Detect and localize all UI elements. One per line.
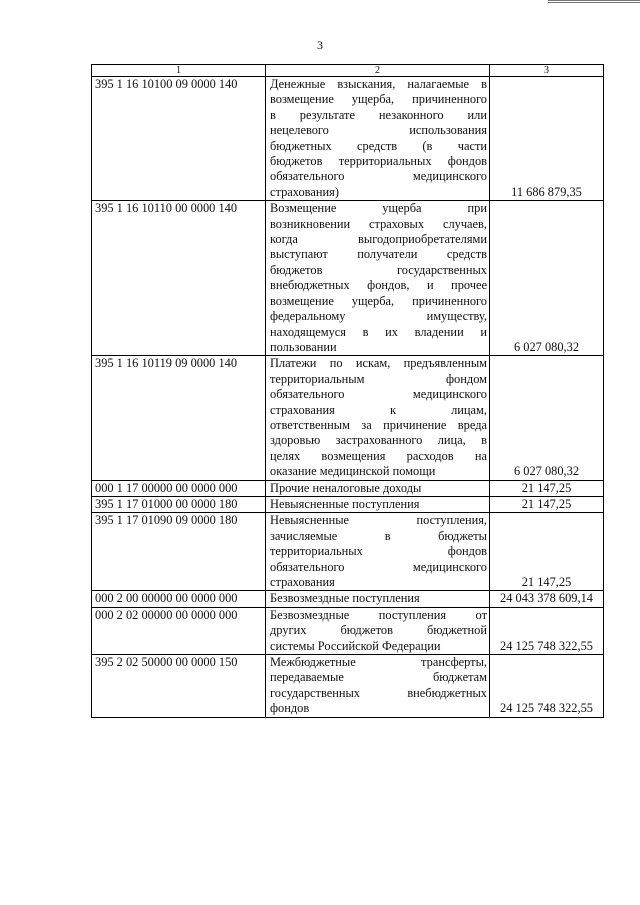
budget-code-cell: 395 1 16 10110 00 0000 140 <box>92 201 266 356</box>
description-line: других бюджетов бюджетной <box>270 623 487 638</box>
description-line: Денежные взыскания, налагаемые в <box>270 77 487 91</box>
description-line: фондов <box>270 701 310 716</box>
description-cell <box>266 480 490 496</box>
description-line: Безвозмездные поступления от <box>270 607 487 622</box>
amount-cell: 24 043 378 609,14 <box>490 591 604 607</box>
description-line: когда выгодоприобретателями <box>270 232 487 247</box>
description-line: страхования) <box>270 184 339 199</box>
description-line: бюджетов территориальных фондов <box>270 154 487 169</box>
description-line: целях возмещения расходов на <box>270 448 487 463</box>
description-line: возникновении страховых случаев, <box>270 216 487 231</box>
description-line: территориальных фондов <box>270 544 487 559</box>
description-line: страхования к лицам, <box>270 402 487 417</box>
description-cell <box>266 591 490 607</box>
description-cell <box>266 607 490 654</box>
amount-cell: 24 125 748 322,55 <box>490 655 604 718</box>
budget-code-cell: 395 1 16 10100 09 0000 140 <box>92 77 266 201</box>
budget-code-cell: 395 1 17 01090 09 0000 180 <box>92 513 266 591</box>
scan-corner-mark <box>548 0 640 3</box>
budget-code-cell: 000 2 00 00000 00 0000 000 <box>92 591 266 607</box>
description-line: Межбюджетные трансферты, <box>270 655 487 670</box>
description-line: пользовании <box>270 339 337 354</box>
description-line: Возмещение ущерба при <box>270 201 487 216</box>
description-line: возмещение ущерба, причиненного <box>270 92 487 107</box>
amount-cell: 24 125 748 322,55 <box>490 607 604 654</box>
description-cell <box>266 496 490 512</box>
description-cell <box>266 201 490 356</box>
column-header-code: 1 <box>92 65 266 77</box>
table-row <box>92 513 604 591</box>
description-cell <box>266 655 490 718</box>
budget-code-cell: 395 1 17 01000 00 0000 180 <box>92 496 266 512</box>
column-header-description: 2 <box>266 65 490 77</box>
table-row <box>92 356 604 480</box>
budget-code-cell: 000 1 17 00000 00 0000 000 <box>92 480 266 496</box>
description-line: бюджетных средств (в части <box>270 138 487 153</box>
description-line: зачисляемые в бюджеты <box>270 528 487 543</box>
amount-cell: 21 147,25 <box>490 496 604 512</box>
table-header-row <box>92 65 604 77</box>
column-header-amount: 3 <box>490 65 604 77</box>
description-line: обязательного медицинского <box>270 387 487 402</box>
amount-cell: 21 147,25 <box>490 480 604 496</box>
description-line: обязательного медицинского <box>270 169 487 184</box>
table-row <box>92 480 604 496</box>
budget-revenue-table <box>91 64 604 718</box>
description-line: передаваемые бюджетам <box>270 670 487 685</box>
description-line: Платежи по искам, предъявленным <box>270 356 487 371</box>
amount-cell: 21 147,25 <box>490 513 604 591</box>
description-line: выступают получатели средств <box>270 247 487 262</box>
budget-code-cell: 395 1 16 10119 09 0000 140 <box>92 356 266 480</box>
amount-cell: 6 027 080,32 <box>490 356 604 480</box>
table-row <box>92 607 604 654</box>
description-line: бюджетов государственных <box>270 262 487 277</box>
description-line: внебюджетных фондов, и прочее <box>270 278 487 293</box>
description-line: государственных внебюджетных <box>270 685 487 700</box>
description-line: страхования <box>270 575 335 589</box>
description-line: Невыясненные поступления, <box>270 513 487 528</box>
budget-code-cell: 000 2 02 00000 00 0000 000 <box>92 607 266 654</box>
description-cell <box>266 356 490 480</box>
table-body <box>92 77 604 718</box>
amount-cell: 6 027 080,32 <box>490 201 604 356</box>
description-line: федеральному имуществу, <box>270 309 487 324</box>
description-line: оказание медицинской помощи <box>270 464 436 479</box>
table-row <box>92 496 604 512</box>
description-line: в результате незаконного или <box>270 107 487 122</box>
description-line: возмещение ущерба, причиненного <box>270 293 487 308</box>
table-row <box>92 201 604 356</box>
description-line: территориальным фондом <box>270 371 487 386</box>
description-line: Невыясненные поступления <box>270 496 420 511</box>
description-line: здоровью застрахованного лица, в <box>270 433 487 448</box>
budget-code-cell: 395 2 02 50000 00 0000 150 <box>92 655 266 718</box>
description-line: системы Российской Федерации <box>270 638 441 653</box>
table-row <box>92 591 604 607</box>
description-line: Безвозмездные поступления <box>270 591 420 606</box>
description-line: Прочие неналоговые доходы <box>270 480 422 495</box>
table-row <box>92 655 604 718</box>
description-cell <box>266 513 490 591</box>
amount-cell: 11 686 879,35 <box>490 77 604 201</box>
page-number: 3 <box>317 38 323 52</box>
description-line: ответственным за причинение вреда <box>270 417 487 432</box>
description-line: нецелевого использования <box>270 123 487 138</box>
description-line: обязательного медицинского <box>270 559 487 574</box>
description-cell <box>266 77 490 201</box>
description-line: находящемуся в их владении и <box>270 324 487 339</box>
table-row <box>92 77 604 201</box>
